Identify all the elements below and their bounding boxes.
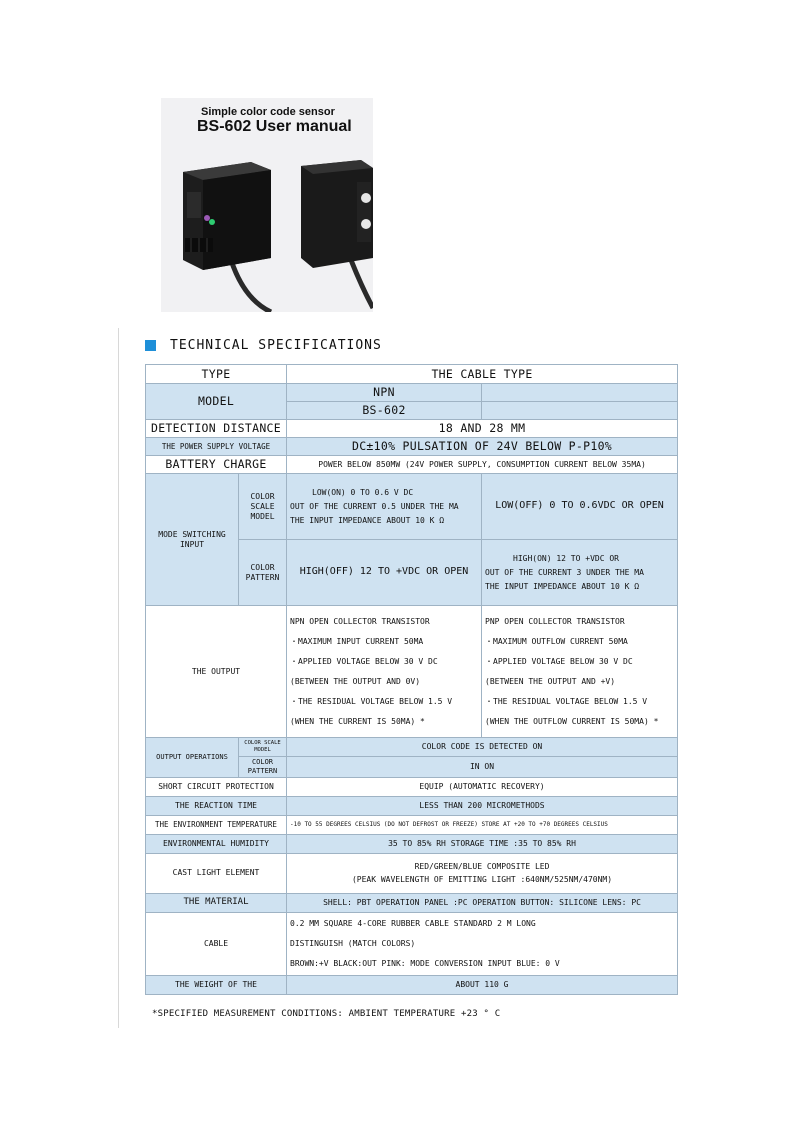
output-npn: NPN OPEN COLLECTOR TRANSISTOR ・MAXIMUM INPUT CURRENT 50MA ・APPLIED VOLTAGE BELOW 30 V DC (BETWEEN THE OUTPUT AND 0V) ・THE RESIDUAL VOLTAGE BELOW 1.5 V (WHEN THE CURRENT IS 50MA) *: [287, 606, 482, 738]
detection-label: DETECTION DISTANCE: [146, 420, 287, 438]
product-title: BS-602 User manual: [197, 118, 352, 135]
table-row: [146, 777, 678, 796]
table-row: [146, 438, 678, 456]
output-pnp: PNP OPEN COLLECTOR TRANSISTOR ・MAXIMUM OUTFLOW CURRENT 50MA ・APPLIED VOLTAGE BELOW 30 V DC (BETWEEN THE OUTPUT AND +V) ・THE RESIDUAL VOLTAGE BELOW 1.5 V (WHEN THE OUTFLOW CURRENT IS 50MA) *: [482, 606, 678, 738]
table-row: [146, 853, 678, 893]
table-row: [146, 912, 678, 975]
table-row: [146, 420, 678, 438]
op-pattern-label: COLOR PATTERN: [239, 757, 287, 778]
product-photo: [161, 98, 373, 312]
material-label: THE MATERIAL: [146, 893, 287, 912]
model-label: MODEL: [146, 384, 287, 420]
battery-value: POWER BELOW 850MW (24V POWER SUPPLY, CONSUMPTION CURRENT BELOW 35MA): [287, 456, 678, 474]
bullet-square-icon: [145, 340, 156, 351]
table-row: [146, 474, 678, 540]
section-heading-text: TECHNICAL SPECIFICATIONS: [170, 338, 382, 353]
light-label: CAST LIGHT ELEMENT: [146, 853, 287, 893]
cable-value: 0.2 MM SQUARE 4-CORE RUBBER CABLE STANDARD 2 M LONG DISTINGUISH (MATCH COLORS) BROWN:+V BLACK:OUT PINK: MODE CONVERSION INPUT BLUE: 0 V: [287, 912, 678, 975]
cable-label: CABLE: [146, 912, 287, 975]
model-npn: NPN: [287, 384, 482, 402]
table-row: [146, 456, 678, 474]
weight-label: THE WEIGHT OF THE: [146, 975, 287, 994]
env-temp-value: -10 TO 55 DEGREES CELSIUS (DO NOT DEFROST OR FREEZE) STORE AT +20 TO +70 DEGREES CELSIUS: [287, 815, 678, 834]
light-value: RED/GREEN/BLUE COMPOSITE LED (PEAK WAVELENGTH OF EMITTING LIGHT :640NM/525NM/470NM): [287, 853, 678, 893]
spec-table: [145, 364, 678, 995]
type-label: TYPE: [146, 365, 287, 384]
output-operations-label: OUTPUT OPERATIONS: [146, 738, 239, 778]
table-row: [146, 738, 678, 757]
table-row: [146, 975, 678, 994]
op-scale-label: COLOR SCALE MODEL: [239, 738, 287, 757]
power-label: THE POWER SUPPLY VOLTAGE: [146, 438, 287, 456]
detection-value: 18 AND 28 MM: [287, 420, 678, 438]
material-value: SHELL: PBT OPERATION PANEL :PC OPERATION BUTTON: SILICONE LENS: PC: [287, 893, 678, 912]
footnote: *SPECIFIED MEASUREMENT CONDITIONS: AMBIENT TEMPERATURE +23 ° C: [152, 1009, 501, 1019]
op-pattern-value: IN ON: [287, 757, 678, 778]
short-circuit-label: SHORT CIRCUIT PROTECTION: [146, 777, 287, 796]
power-value: DC±10% PULSATION OF 24V BELOW P-P10%: [287, 438, 678, 456]
table-row: [146, 384, 678, 402]
weight-value: ABOUT 110 G: [287, 975, 678, 994]
color-scale-label: COLOR SCALE MODEL: [239, 474, 287, 540]
table-row: [146, 815, 678, 834]
left-margin-rule: [118, 328, 119, 1028]
reaction-value: LESS THAN 200 MICROMETHODS: [287, 796, 678, 815]
type-value: THE CABLE TYPE: [287, 365, 678, 384]
color-pattern-label: COLOR PATTERN: [239, 540, 287, 606]
output-label: THE OUTPUT: [146, 606, 287, 738]
product-subtitle: Simple color code sensor: [201, 106, 335, 118]
table-row: [146, 365, 678, 384]
env-temp-label: THE ENVIRONMENT TEMPERATURE: [146, 815, 287, 834]
humidity-label: ENVIRONMENTAL HUMIDITY: [146, 834, 287, 853]
model-number: BS-602: [287, 402, 482, 420]
color-scale-npn: LOW(ON) 0 TO 0.6 V DC OUT OF THE CURRENT 0.5 UNDER THE MA THE INPUT IMPEDANCE ABOUT 10 K Ω: [287, 474, 482, 540]
table-row: [146, 796, 678, 815]
op-scale-value: COLOR CODE IS DETECTED ON: [287, 738, 678, 757]
table-row: [146, 606, 678, 738]
table-row: [146, 834, 678, 853]
sensor-illustration: [161, 140, 373, 312]
battery-label: BATTERY CHARGE: [146, 456, 287, 474]
table-row: [146, 893, 678, 912]
mode-label: MODE SWITCHING INPUT: [146, 474, 239, 606]
short-circuit-value: EQUIP (AUTOMATIC RECOVERY): [287, 777, 678, 796]
color-scale-pnp: LOW(OFF) 0 TO 0.6VDC OR OPEN: [482, 474, 678, 540]
humidity-value: 35 TO 85% RH STORAGE TIME :35 TO 85% RH: [287, 834, 678, 853]
color-pattern-npn: HIGH(OFF) 12 TO +VDC OR OPEN: [287, 540, 482, 606]
reaction-label: THE REACTION TIME: [146, 796, 287, 815]
color-pattern-pnp: HIGH(ON) 12 TO +VDC OR OUT OF THE CURRENT 3 UNDER THE MA THE INPUT IMPEDANCE ABOUT 10 K Ω: [482, 540, 678, 606]
section-heading: [145, 338, 382, 353]
